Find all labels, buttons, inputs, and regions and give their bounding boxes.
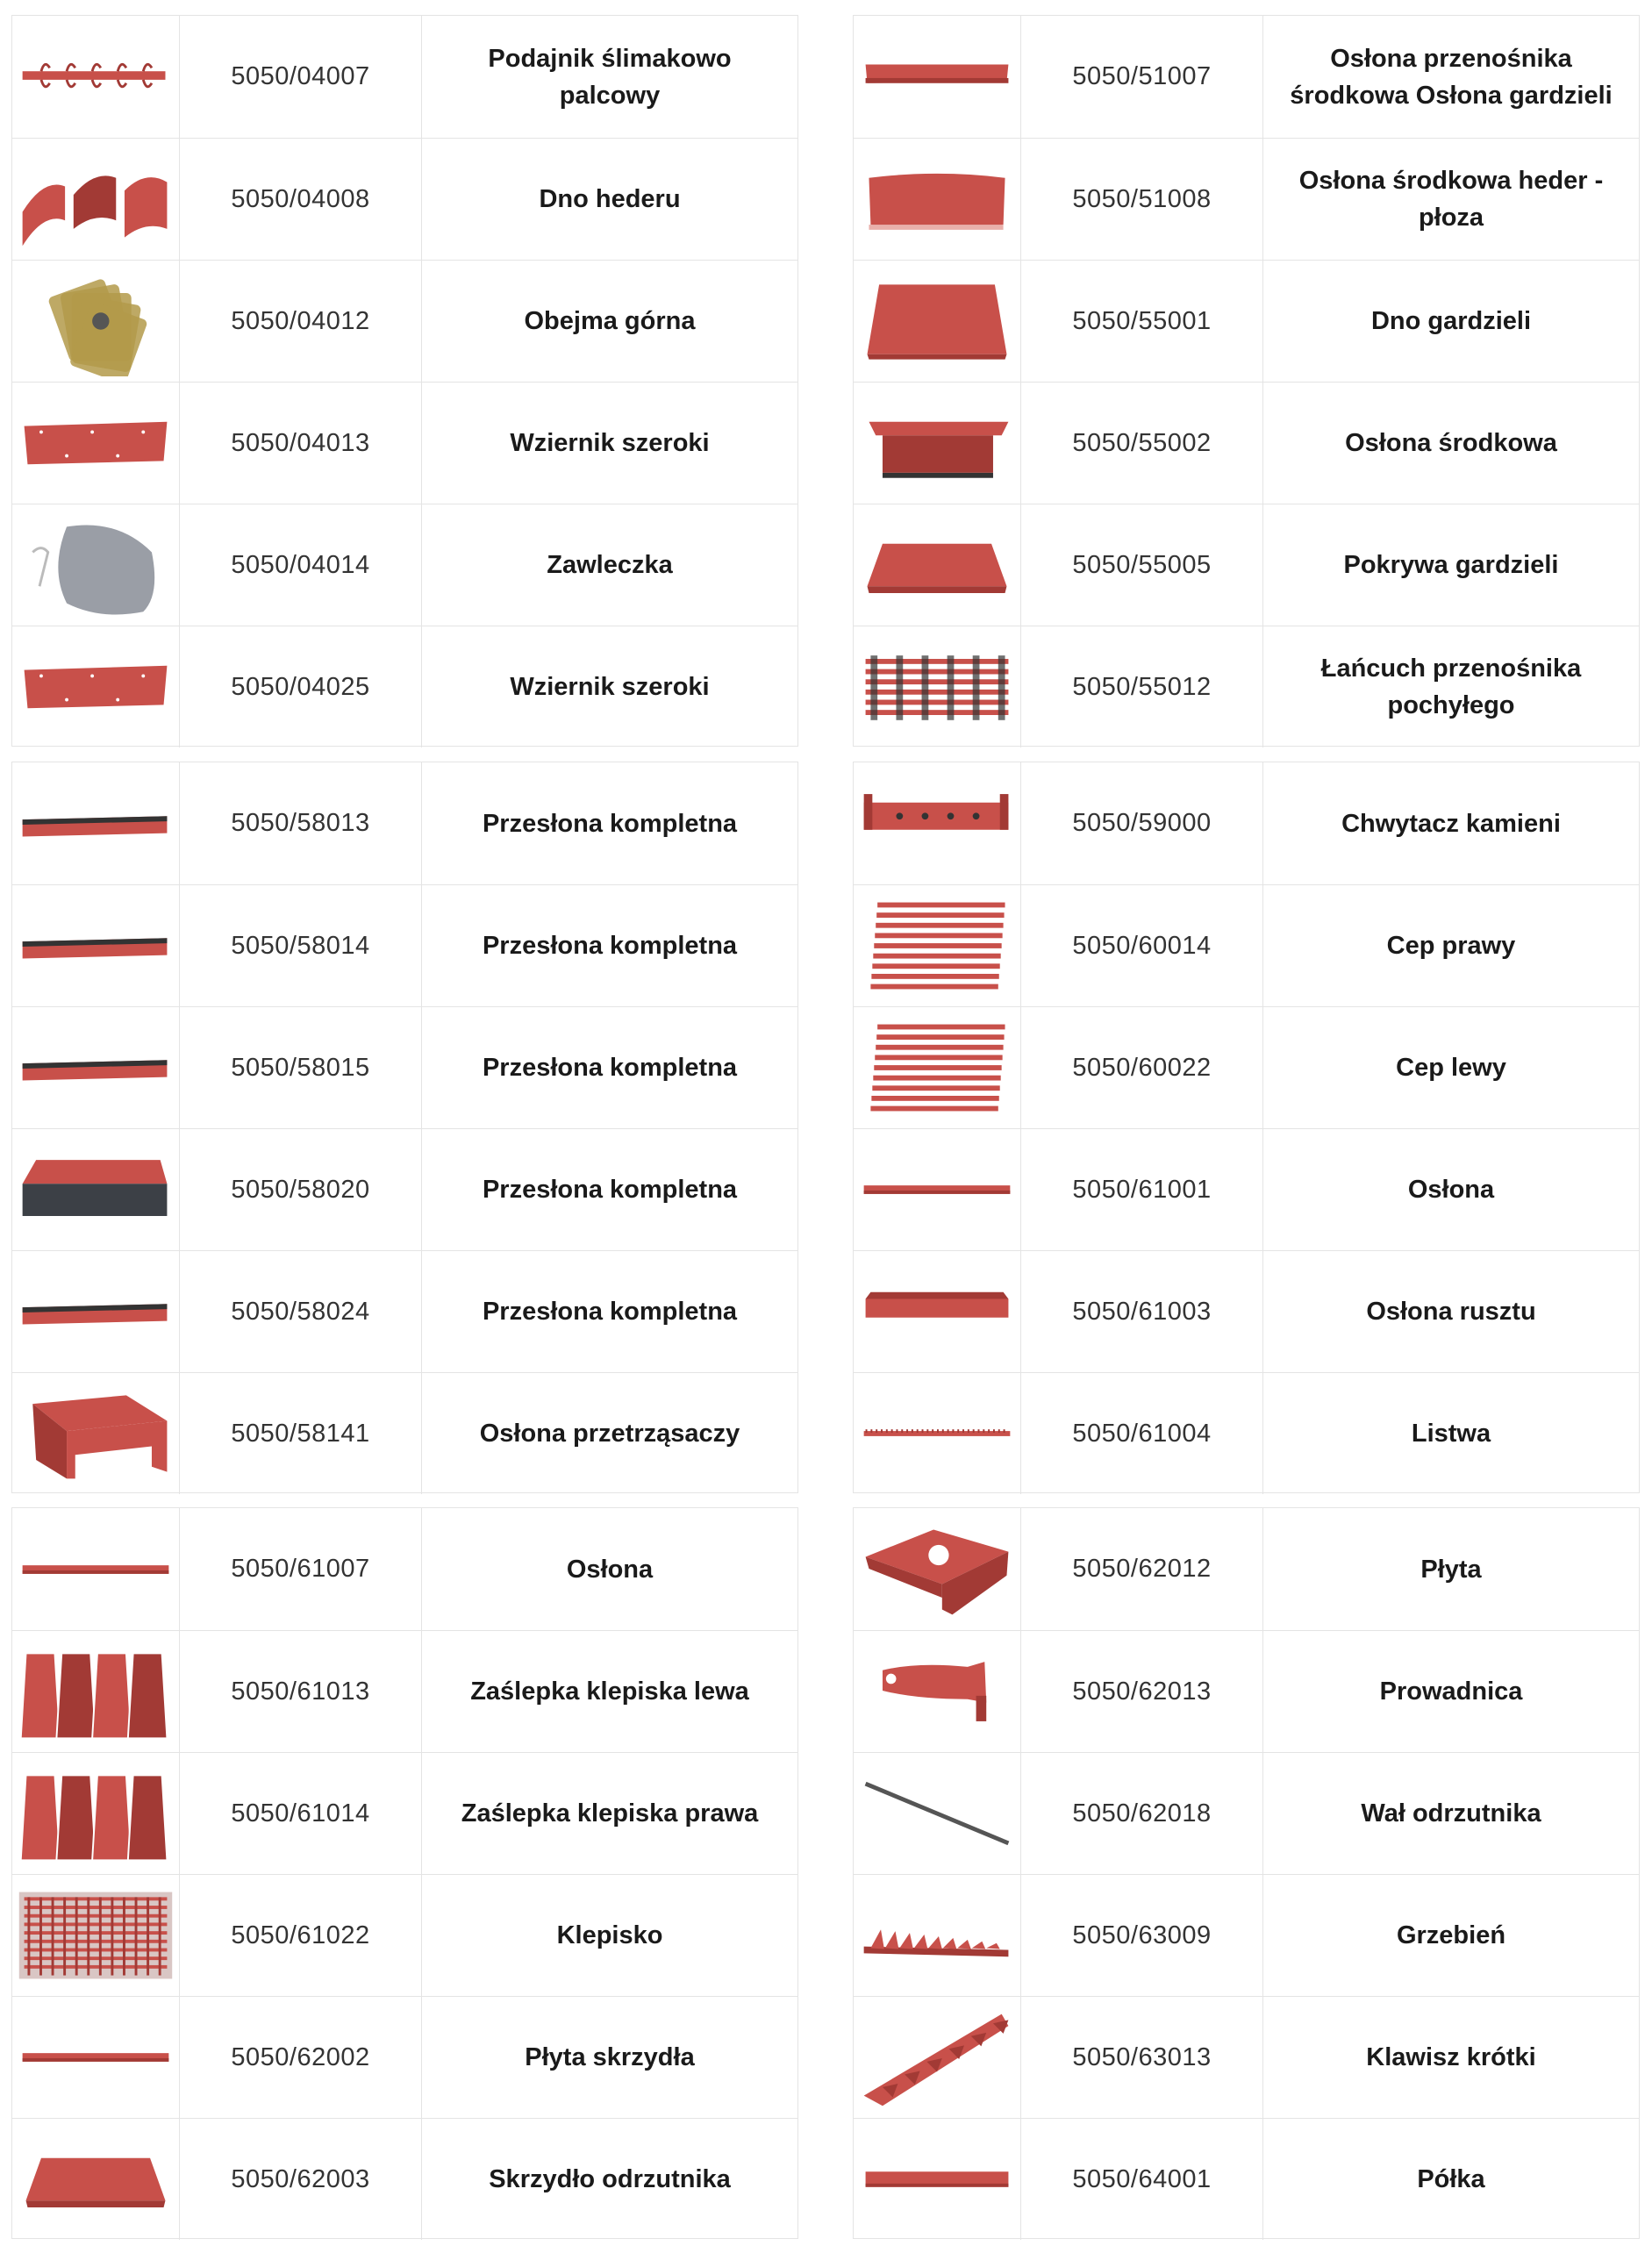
table-row	[12, 138, 797, 260]
part-name: Łańcuch przenośnika pochyłego	[1320, 654, 1582, 719]
part-name: Osłona	[566, 1555, 654, 1584]
part-image	[12, 16, 180, 138]
part-image	[854, 1129, 1021, 1250]
auger-shaft-icon	[15, 22, 176, 132]
part-code: 5050/61022	[180, 1875, 422, 1996]
part-image	[854, 261, 1021, 382]
part-name: Wziernik szeroki	[510, 429, 710, 457]
table-row	[12, 1752, 797, 1874]
table-row	[12, 1372, 797, 1494]
part-image	[12, 383, 180, 504]
part-name: Przesłona kompletna	[482, 809, 738, 838]
wide-plate-icon	[15, 388, 176, 498]
part-image	[854, 1251, 1021, 1372]
table-row	[12, 884, 797, 1006]
table-row	[854, 626, 1639, 747]
part-name: Przesłona kompletna	[482, 1054, 738, 1082]
part-name: Zawleczka	[547, 551, 673, 579]
part-code: 5050/58024	[180, 1251, 422, 1372]
table-row	[12, 762, 797, 884]
shelf-icon	[856, 2124, 1018, 2235]
part-code: 5050/64001	[1021, 2119, 1263, 2240]
part-code: 5050/60022	[1021, 1007, 1263, 1128]
part-image	[12, 1631, 180, 1752]
part-image	[854, 1508, 1021, 1630]
tray-icon	[856, 510, 1018, 620]
box-cover-icon	[15, 1378, 176, 1489]
part-name: Chwytacz kamieni	[1341, 809, 1561, 838]
rubber-flap-icon	[15, 1134, 176, 1245]
part-image	[12, 2119, 180, 2240]
part-name: Prowadnica	[1379, 1677, 1523, 1706]
curved-plates-icon	[15, 144, 176, 254]
table-row	[12, 1250, 797, 1372]
chain-icon	[856, 632, 1018, 742]
part-name: Przesłona kompletna	[482, 932, 738, 960]
mount-plate-icon	[856, 1514, 1018, 1625]
brush-strip-icon	[15, 891, 176, 1001]
brush-strip-icon	[15, 1012, 176, 1123]
table-row	[854, 1752, 1639, 1874]
part-image	[12, 1129, 180, 1250]
table-row	[12, 504, 797, 626]
part-image	[854, 1007, 1021, 1128]
part-image	[854, 1997, 1021, 2118]
part-code: 5050/55005	[1021, 504, 1263, 626]
clamp-bundle-icon	[15, 266, 176, 376]
folded-cover-icon	[856, 388, 1018, 498]
curved-cover-icon	[856, 144, 1018, 254]
part-image	[12, 1373, 180, 1494]
part-code: 5050/04025	[180, 626, 422, 747]
table-row	[12, 1630, 797, 1752]
part-code: 5050/55001	[1021, 261, 1263, 382]
wide-plate-icon	[15, 632, 176, 742]
parts-table-block	[853, 762, 1640, 1493]
bar-stack-icon	[856, 1012, 1018, 1123]
part-name: Osłona przetrząsaczy	[479, 1420, 740, 1448]
tray-icon	[15, 2124, 176, 2235]
part-code: 5050/55002	[1021, 383, 1263, 504]
part-image	[12, 762, 180, 884]
part-name: Obejma górna	[524, 307, 696, 335]
table-row	[854, 1996, 1639, 2118]
part-image	[854, 383, 1021, 504]
part-image	[12, 261, 180, 382]
part-code: 5050/58014	[180, 885, 422, 1006]
part-image	[12, 626, 180, 747]
part-name: Grzebień	[1396, 1921, 1506, 1949]
table-row	[854, 1006, 1639, 1128]
comb-icon	[856, 1880, 1018, 1991]
part-image	[854, 139, 1021, 260]
table-row	[854, 762, 1639, 884]
table-row	[854, 382, 1639, 504]
part-name: Cep prawy	[1386, 932, 1516, 960]
part-image	[12, 1508, 180, 1630]
brush-strip-icon	[15, 769, 176, 879]
guide-arm-icon	[856, 1636, 1018, 1747]
part-image	[854, 626, 1021, 747]
part-code: 5050/58141	[180, 1373, 422, 1494]
part-code: 5050/60014	[1021, 885, 1263, 1006]
part-code: 5050/62003	[180, 2119, 422, 2240]
part-name: Skrzydło odrzutnika	[489, 2165, 731, 2193]
panel-set-icon	[15, 1636, 176, 1747]
table-row	[12, 1006, 797, 1128]
trapezoid-plate-icon	[856, 266, 1018, 376]
part-code: 5050/63009	[1021, 1875, 1263, 1996]
part-image	[854, 885, 1021, 1006]
part-image	[12, 885, 180, 1006]
parts-table-block	[11, 762, 798, 1493]
part-name: Płyta	[1420, 1555, 1482, 1584]
brush-strip-icon	[15, 1256, 176, 1367]
part-image	[12, 504, 180, 626]
part-name: Osłona	[1407, 1176, 1495, 1204]
table-row	[12, 1874, 797, 1996]
part-name: Podajnik ślimakowo palcowy	[488, 44, 732, 110]
part-name: Cep lewy	[1396, 1054, 1506, 1082]
table-row	[12, 2118, 797, 2240]
part-code: 5050/61001	[1021, 1129, 1263, 1250]
part-code: 5050/59000	[1021, 762, 1263, 884]
table-row	[854, 1250, 1639, 1372]
part-code: 5050/61014	[180, 1753, 422, 1874]
part-code: 5050/04013	[180, 383, 422, 504]
part-image	[854, 504, 1021, 626]
thin-strip-icon	[15, 2002, 176, 2113]
pin-bag-icon	[15, 510, 176, 620]
part-image	[854, 1753, 1021, 1874]
part-name: Zaślepka klepiska prawa	[461, 1799, 759, 1828]
bar-stack-icon	[856, 891, 1018, 1001]
part-code: 5050/04012	[180, 261, 422, 382]
table-row	[12, 1128, 797, 1250]
part-image	[854, 1875, 1021, 1996]
table-row	[12, 260, 797, 382]
table-row	[854, 16, 1639, 138]
part-code: 5050/61007	[180, 1508, 422, 1630]
table-row	[12, 1508, 797, 1630]
part-name: Osłona przenośnika środkowa Osłona gardzieli	[1290, 44, 1613, 110]
panel-set-icon	[15, 1758, 176, 1869]
part-code: 5050/63013	[1021, 1997, 1263, 2118]
part-name: Wziernik szeroki	[510, 673, 710, 701]
part-name: Klawisz krótki	[1366, 2043, 1536, 2071]
part-code: 5050/58015	[180, 1007, 422, 1128]
table-row	[854, 138, 1639, 260]
part-name: Dno hederu	[539, 185, 681, 213]
part-code: 5050/51007	[1021, 16, 1263, 138]
part-name: Listwa	[1411, 1420, 1491, 1448]
part-image	[12, 1997, 180, 2118]
part-name: Klepisko	[556, 1921, 663, 1949]
part-code: 5050/55012	[1021, 626, 1263, 747]
part-image	[12, 139, 180, 260]
part-code: 5050/58013	[180, 762, 422, 884]
part-image	[854, 2119, 1021, 2240]
part-code: 5050/51008	[1021, 139, 1263, 260]
part-name: Przesłona kompletna	[482, 1176, 738, 1204]
straw-walker-icon	[856, 2002, 1018, 2113]
table-row	[854, 1874, 1639, 1996]
grate-cover-icon	[856, 1256, 1018, 1367]
long-bar-icon	[856, 22, 1018, 132]
parts-table-block	[11, 1507, 798, 2239]
part-name: Wał odrzutnika	[1361, 1799, 1541, 1828]
part-code: 5050/62013	[1021, 1631, 1263, 1752]
part-code: 5050/61003	[1021, 1251, 1263, 1372]
part-code: 5050/04007	[180, 16, 422, 138]
part-image	[12, 1007, 180, 1128]
channel-bar-icon	[856, 769, 1018, 879]
part-code: 5050/61004	[1021, 1373, 1263, 1494]
parts-table-block	[853, 15, 1640, 747]
table-row	[12, 1996, 797, 2118]
part-code: 5050/62002	[180, 1997, 422, 2118]
part-image	[854, 762, 1021, 884]
table-row	[12, 16, 797, 138]
slat-icon	[856, 1378, 1018, 1489]
table-row	[854, 1128, 1639, 1250]
table-row	[854, 504, 1639, 626]
table-row	[854, 1508, 1639, 1630]
part-code: 5050/62018	[1021, 1753, 1263, 1874]
part-image	[12, 1251, 180, 1372]
concave-grate-icon	[15, 1880, 176, 1991]
part-image	[854, 16, 1021, 138]
parts-table-block	[853, 1507, 1640, 2239]
part-name: Osłona środkowa	[1345, 429, 1557, 457]
part-image	[12, 1753, 180, 1874]
part-name: Osłona rusztu	[1366, 1298, 1536, 1326]
part-code: 5050/58020	[180, 1129, 422, 1250]
parts-table-block	[11, 15, 798, 747]
part-name: Półka	[1417, 2165, 1485, 2193]
table-row	[12, 382, 797, 504]
part-name: Pokrywa gardzieli	[1343, 551, 1559, 579]
table-row	[12, 626, 797, 747]
table-row	[854, 1630, 1639, 1752]
part-code: 5050/04014	[180, 504, 422, 626]
part-name: Przesłona kompletna	[482, 1298, 738, 1326]
table-row	[854, 2118, 1639, 2240]
part-name: Zaślepka klepiska lewa	[470, 1677, 749, 1706]
part-image	[854, 1373, 1021, 1494]
part-name: Osłona środkowa heder - płoza	[1298, 167, 1604, 232]
part-code: 5050/61013	[180, 1631, 422, 1752]
part-code: 5050/62012	[1021, 1508, 1263, 1630]
table-row	[854, 884, 1639, 1006]
table-row	[854, 1372, 1639, 1494]
part-image	[854, 1631, 1021, 1752]
thin-strip-icon	[15, 1514, 176, 1625]
part-image	[12, 1875, 180, 1996]
part-name: Płyta skrzydła	[525, 2043, 695, 2071]
part-code: 5050/04008	[180, 139, 422, 260]
thin-strip-icon	[856, 1134, 1018, 1245]
table-row	[854, 260, 1639, 382]
shaft-icon	[856, 1758, 1018, 1869]
part-name: Dno gardzieli	[1370, 307, 1532, 335]
